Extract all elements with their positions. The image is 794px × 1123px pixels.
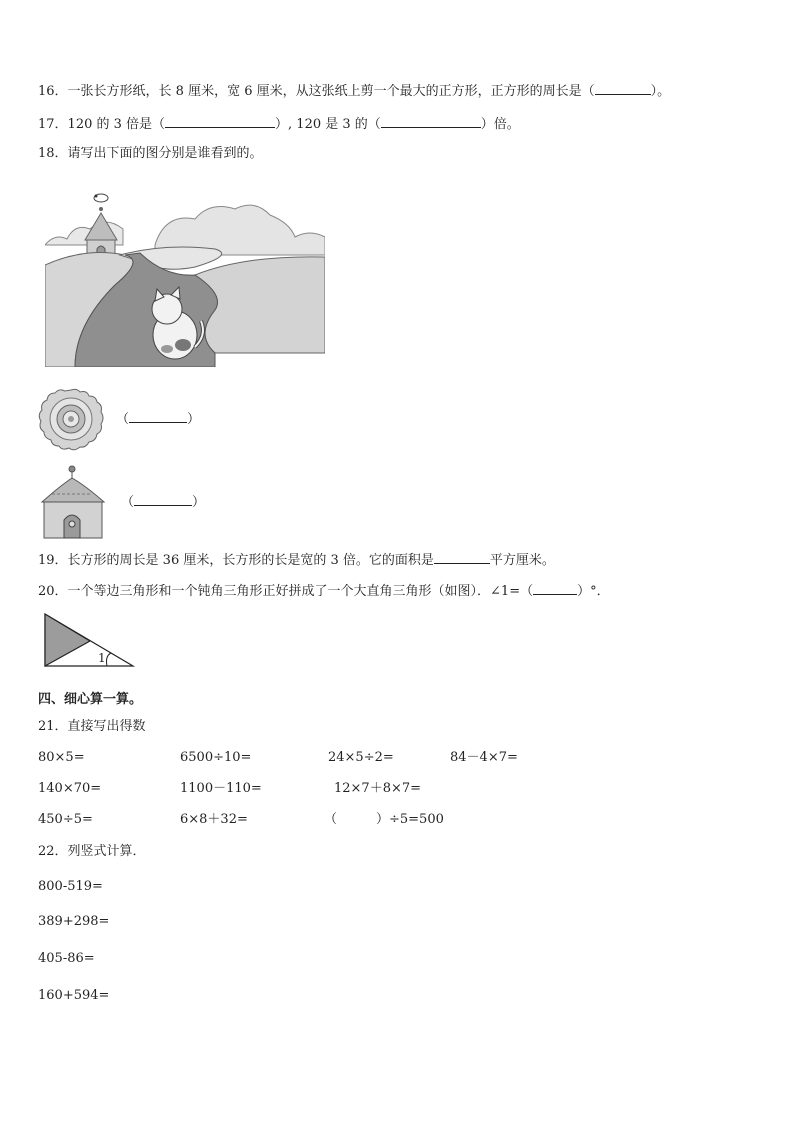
top-view-circle-picture	[37, 388, 105, 452]
question-18	[38, 145, 263, 163]
question-17-part3: ）倍。	[480, 117, 520, 132]
vertical-calc-4: 160+594=	[38, 988, 110, 1003]
answer-blank-19[interactable]	[434, 551, 490, 564]
paren-close: ）	[187, 412, 201, 427]
question-16-text: 16．一张长方形纸，长 8 厘米，宽 6 厘米，从这张纸上剪一个最大的正方形，正方形的周长是（	[38, 84, 595, 99]
answer-blank-17a[interactable]	[165, 115, 275, 128]
calc-r2c2: 1100－110=	[180, 781, 262, 796]
answer-line-house	[121, 493, 205, 512]
question-20	[38, 582, 610, 601]
question-16-end: ）。	[650, 84, 671, 99]
calc-r3c2: 6×8＋32=	[180, 812, 248, 827]
answer-blank-17b[interactable]	[381, 115, 481, 128]
question-17-part1: 17．120 的 3 倍是（	[38, 117, 166, 132]
triangle-figure	[43, 612, 137, 668]
question-19-text: 19．长方形的周长是 36 厘米，长方形的长是宽的 3 倍。它的面积是	[38, 553, 434, 568]
house-front-picture	[40, 464, 110, 540]
answer-line-top-view	[116, 410, 200, 429]
question-19	[38, 551, 555, 570]
answer-blank-20[interactable]	[533, 582, 577, 595]
calc-r3c3: （ ）÷5=500	[324, 812, 444, 827]
calc-r1c1: 80×5=	[38, 750, 85, 765]
answer-blank-16[interactable]	[595, 82, 651, 95]
cat-road-scene-picture	[45, 185, 325, 367]
answer-blank-18a[interactable]	[129, 410, 187, 423]
paren-close: ）	[192, 495, 206, 510]
vertical-calc-1: 800-519=	[38, 879, 103, 894]
calc-r1c2: 6500÷10=	[180, 750, 252, 765]
vertical-calc-2: 389+298=	[38, 914, 110, 929]
question-17	[38, 115, 520, 134]
paren-open: （	[121, 495, 135, 510]
calc-r3c1: 450÷5=	[38, 812, 93, 827]
paren-open: （	[116, 412, 130, 427]
section-4-title: 四、细心算一算。	[38, 692, 143, 707]
calc-r1c4: 84－4×7=	[450, 750, 518, 765]
question-21-title: 21．直接写出得数	[38, 719, 146, 734]
vertical-calc-3: 405-86=	[38, 951, 95, 966]
question-22-title: 22．列竖式计算．	[38, 844, 146, 859]
angle-1-label: 1	[98, 651, 106, 665]
calc-r2c3: 12×7＋8×7=	[334, 781, 422, 796]
calc-r2c1: 140×70=	[38, 781, 102, 796]
question-18-text: 18．请写出下面的图分别是谁看到的。	[38, 146, 263, 161]
question-20-end: ）°．	[577, 584, 610, 599]
answer-blank-18b[interactable]	[134, 493, 192, 506]
question-17-part2: ）, 120 是 3 的（	[275, 117, 381, 132]
question-16	[38, 82, 670, 101]
calc-r1c3: 24×5÷2=	[328, 750, 394, 765]
question-19-unit: 平方厘米。	[489, 553, 555, 568]
question-20-text: 20．一个等边三角形和一个钝角三角形正好拼成了一个大直角三角形（如图）．∠1=（	[38, 584, 534, 599]
